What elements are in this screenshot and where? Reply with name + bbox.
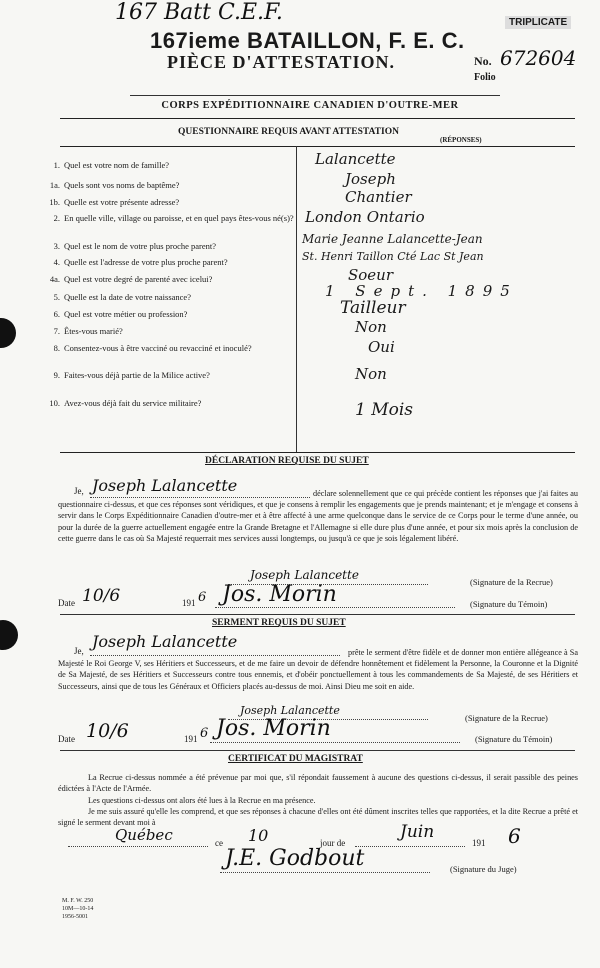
declaration-date: 10/6 <box>82 586 121 606</box>
magistrate-day: 10 <box>248 826 269 845</box>
magistrate-year-prefix: 191 <box>472 838 486 848</box>
magistrate-signature: J.E. Godbout <box>225 846 365 871</box>
magistrate-text-2: Les questions ci-dessus ont alors été lues à la Recrue en ma présence. <box>88 796 316 805</box>
triplicate-stamp: TRIPLICATE <box>505 16 571 29</box>
oath-text: prête le serment d'être fidèle et de donner mon entière allégeance à Sa Majesté le Roi George V, ses Héritiers et Successeurs, et de me faire un devoir de défendre honnêtement et fidèlement la Personne, la Couronne et la Dignité de Sa Majesté, de ses Héritiers et Successeurs contre tous ennemis, et d'obéir ponctuellement à tous les commandements de Sa Majesté, de ses Héritiers et Successeurs, ainsi que de tous les Généraux et Officiers placés au-dessus de moi. Ainsi Dieu me soit en aide. <box>58 648 578 691</box>
answer-column-divider <box>296 146 297 452</box>
attestation-document: 167 Batt C.E.F. 167ieme BATAILLON, F. E. C. PIÈCE D'ATTESTATION. TRIPLICATE No. 672604 Folio CORPS EXPÉDITIONNAIRE CANADIEN D'OUTRE-MER QUESTIONNAIRE REQUIS AVANT ATTESTATION (RÉPONSES) 1. Quel est votre nom de famille? Lalancette 1a. Quels sont vos noms de baptême? Joseph 1b. Quelle est votre présente adresse? Chantier 2. En quelle ville, village ou paroisse, et en quel pays êtes-vous né(s)? London Ontario 3. Quel est le nom de votre plus proche parent? Marie Jeanne Lalancette-Jean 4. Quelle est l'adresse de votre plus proche parent? St. Henri Taillon Cté Lac St Jean 4a. Quel est votre degré de parenté avec icelui? Soeur 5. Quelle est la date de votre naissance? 1 Sept. 1895 6. Quel est votre métier ou profession? Tailleur 7. Êtes-vous marié? Non 8. Consentez-vous à être vacciné ou revacciné et inoculé? Oui 9. Faites-vous déjà partie de la Milice active? Non 10. Avez-vous déjà fait du service militaire? 1 Mois DÉCLARATION REQUISE DU SUJET Je, Joseph Lalancette déclare solennellement que ce qui précède contient les réponses que j'ai faites au questionnaire ci-dessus, et que ces réponses sont véridiques, et que je consens à remplir les engagements que je prends maintenant; et je m'engage et consens à servir dans le Corps Expéditionnaire Canadien d'outre-mer et à être affecté à une arme quelconque dans le service de ce Corps pour le terme d'une année, ou pour la durée de la guerre actuellement engagée entre la Grande Bretagne et l'Allemagne si elle dure plus d'une année, et pour six mois après la conclusion de cette guerre dans le cas où Sa Majesté requerrait mes services aussi longtemps, ou jusqu'à ce que je sois légalement libéré. Joseph Lalancette (Signature de la Recrue) Date 10/6 191 6 Jos. Morin (Signature du Témoin) SERMENT REQUIS DU SUJET Je, Joseph Lalancette prête le serment d'être fidèle et de donner mon entière allégeance à Sa Majesté le Roi George V, ses Héritiers et Successeurs, et de me faire un devoir de défendre honnêtement et fidèlement la Personne, la Couronne et la Dignité de Sa Majesté, de ses Héritiers et Successeurs contre tous ennemis, et d'obéir ponctuellement à tous les commandements de Sa Majesté, de ses Héritiers et Successeurs, ainsi que de tous les Généraux et Officiers placés au-dessus de moi. Ainsi Dieu me soit en aide. Joseph Lalancette (Signature de la Recrue) Date 10/6 191 6 Jos. Morin (Signature du Témoin) CERTIFICAT DU MAGISTRAT La Recrue ci-dessus nommée a été prévenue par moi que, s'il répondait faussement à aucune des questions ci-dessus, il serait passible des peines édictées à l'Acte de l'Armée. Les questions ci-dessus ont alors été lues à la Recrue en ma présence. Je me suis assuré qu'elle les comprend, et que ses réponses à chacune d'elles ont été dûment inscrites telles que rapportées, et la dite Recrue a prêté et signé le serment devant moi à Québec ce 10 jour de Juin 191 6 J.E. Godbout (Signature du Juge) M. F. W. 250 10M—10-14 1956-5001 <box>0 0 600 968</box>
magistrate-signature-label: (Signature du Juge) <box>450 864 517 874</box>
declaration-heading: DÉCLARATION REQUISE DU SUJET <box>205 456 369 466</box>
oath-year-digit: 6 <box>200 726 209 741</box>
declaration-witness-signature: Jos. Morin <box>222 582 337 607</box>
handwritten-battalion: 167 Batt C.E.F. <box>115 0 283 25</box>
folio-label: Folio <box>474 72 496 83</box>
magistrate-heading: CERTIFICAT DU MAGISTRAT <box>228 754 363 764</box>
magistrate-day-label: ce <box>215 838 223 848</box>
battalion-title: 167ieme BATAILLON, F. E. C. <box>150 28 465 53</box>
declaration-je: Je, <box>74 486 84 496</box>
declaration-date-label: Date <box>58 598 75 608</box>
corps-heading: CORPS EXPÉDITIONNAIRE CANADIEN D'OUTRE-MER <box>161 100 459 111</box>
oath-recruit-signature: Joseph Lalancette <box>240 704 340 717</box>
oath-heading: SERMENT REQUIS DU SUJET <box>212 618 346 628</box>
declaration-name: Joseph Lalancette <box>92 476 238 495</box>
magistrate-text-3: Je me suis assuré qu'elle les comprend, et que ses réponses à chacune d'elles ont été dûment inscrites telles que rapportées, et la dite Recrue a prêté et signé le serment devant moi à <box>58 807 578 828</box>
declaration-year-prefix: 191 <box>182 598 196 608</box>
oath-witness-signature: Jos. Morin <box>216 716 331 741</box>
punch-hole-top <box>0 318 16 348</box>
answers-heading: (RÉPONSES) <box>440 136 482 144</box>
declaration-witness-label: (Signature du Témoin) <box>470 599 548 609</box>
magistrate-month-label: jour de <box>320 838 346 848</box>
form-code-1: M. F. W. 250 <box>62 898 94 904</box>
declaration-year-digit: 6 <box>198 590 207 605</box>
oath-year-prefix: 191 <box>184 734 198 744</box>
oath-recruit-label: (Signature de la Recrue) <box>465 713 548 723</box>
magistrate-year-digit: 6 <box>508 824 521 848</box>
magistrate-text-1: La Recrue ci-dessus nommée a été prévenue par moi que, s'il répondait faussement à aucune des questions ci-dessus, il serait passible des peines édictées à l'Acte de l'Armée. <box>58 773 578 794</box>
oath-name: Joseph Lalancette <box>92 632 238 651</box>
declaration-text: déclare solennellement que ce qui précède contient les réponses que j'ai faites au questionnaire ci-dessus, et que ces réponses sont véridiques, et que je consens à remplir les engagements que je prends maintenant; et je m'engage et consens à servir dans le Corps Expéditionnaire Canadien d'outre-mer et à être affecté à une arme quelconque dans le service de ce Corps pour le terme d'une année, ou pour la durée de la guerre actuellement engagée entre la Grande Bretagne et l'Allemagne si elle dure plus d'une année, et pour six mois après la conclusion de cette guerre dans le cas où Sa Majesté requerrait mes services aussi longtemps, ou jusqu'à ce que je sois légalement libéré. <box>58 489 578 543</box>
page-title: PIÈCE D'ATTESTATION. <box>167 52 396 72</box>
questionnaire-heading: QUESTIONNAIRE REQUIS AVANT ATTESTATION <box>178 127 399 137</box>
declaration-recruit-label: (Signature de la Recrue) <box>470 577 553 587</box>
oath-je: Je, <box>74 646 84 656</box>
oath-date: 10/6 <box>86 720 129 742</box>
declaration-recruit-signature: Joseph Lalancette <box>250 568 359 582</box>
regimental-number: 672604 <box>500 46 577 70</box>
magistrate-place: Québec <box>115 826 173 844</box>
oath-date-label: Date <box>58 734 75 744</box>
punch-hole-bottom <box>0 620 18 650</box>
magistrate-month: Juin <box>400 822 435 842</box>
number-label: No. <box>474 54 492 68</box>
form-code-3: 1956-5001 <box>62 914 88 920</box>
form-code-2: 10M—10-14 <box>62 906 94 912</box>
oath-witness-label: (Signature du Témoin) <box>475 734 553 744</box>
